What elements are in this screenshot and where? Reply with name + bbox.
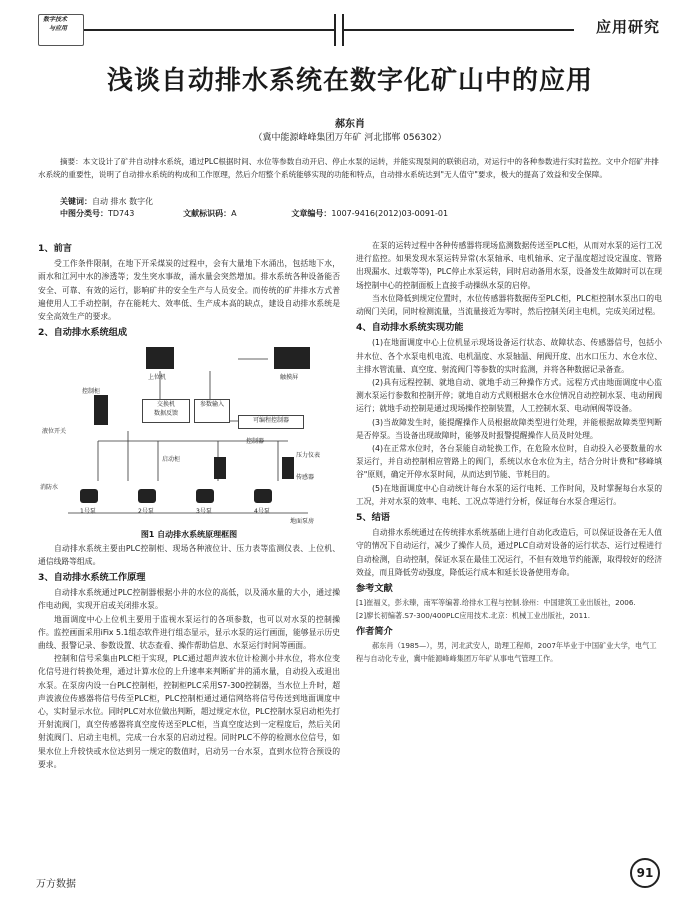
paragraph: (2)具有远程控制、就地自动、就地手动三种操作方式。远程方式由地面调度中心监测水泵运行参数和控制开停；就地自动方式则根据水仓水位情况自动控制水泵、电动闸阀运行；就地手动控制是通过现场操作控制装置，人工控制水泵、电动闸阀等设备。 — [356, 378, 662, 414]
reference: [1]崔福义，彭永臻，南军等编著.给排水工程与控制.徐州：中国建筑工业出版社，2006. — [356, 598, 636, 608]
left-column — [38, 239, 340, 771]
figure-label: 3号泵 — [196, 508, 212, 516]
paragraph: 当水位降低到规定位置时，水位传感器将数据传至PLC柜，PLC柜控制水泵出口的电动阀门关闭，同时检测流量，当流量接近为零时，然后控制关闭主电机，完成关闭过程。 — [356, 293, 662, 317]
figure-label: 压力仪表 — [296, 452, 321, 460]
section-heading: 2、自动排水系统组成 — [38, 327, 128, 339]
figure-label: 控制柜 — [82, 388, 101, 396]
affiliation: （冀中能源峰峰集团万年矿 河北邯郸 056302） — [253, 133, 447, 143]
figure-label: 传感器 — [296, 474, 315, 482]
article-meta — [60, 196, 448, 220]
journal-logo-line2: 与应用 — [49, 25, 68, 32]
classification-line: 中图分类号：TD743 文献标识码：A 文章编号：1007-9416(2012)03-0091-01 — [60, 209, 449, 218]
figure-label: 消防水 — [40, 484, 59, 492]
paragraph: (4)在正常水位时，各台泵能自动轮换工作，在危险水位时，自动投入必要数量的水泵运行，并自动控制相应管路上的阀门，系统以水仓水位为主，结合分时计费和"移峰填谷"原则，确定开停水泵时间，从而达到节能、节耗目的。 — [356, 444, 662, 480]
figure-label: 4号泵 — [254, 508, 270, 516]
figure-box: 参数输入 — [194, 399, 230, 423]
paragraph: (3)当故障发生时，能提醒操作人员根据故障类型进行处理，并能根据故障类型判断是否停泵。当设备出现故障时，能够及时报警提醒操作人员及时处理。 — [356, 417, 662, 440]
header-divider — [334, 14, 336, 46]
figure-label: 1号泵 — [80, 508, 96, 516]
paragraph: 地面调度中心上位机主要用于监视水泵运行的各项参数，也可以对水泵的控制操作。监控画面采用iFix 5.1组态软件进行组态显示，显示水泵的运行画面，能够显示历史曲线、报警记录、参数设置、状态查看、操作帮助信息、水泵运行时间等画面。 — [38, 614, 340, 651]
references-heading: 参考文献 — [356, 583, 393, 595]
figure-label: 启动柜 — [162, 456, 181, 464]
page-number: 91 — [630, 858, 660, 888]
paragraph: 自动排水系统主要由PLC控制柜、现场各种液位计、压力表等监测仪表、上位机、通信线路等组成。 — [38, 543, 340, 566]
figure-system-diagram — [38, 341, 340, 527]
journal-logo-line1: 数字技术 — [43, 16, 68, 23]
keywords-line: 关键词：自动 排水 数字化 — [60, 197, 154, 206]
figure-label: 控制器 — [246, 438, 265, 446]
author: 郝东肖 — [335, 119, 365, 130]
right-column — [356, 239, 662, 665]
figure-label: 地面泵房 — [290, 518, 315, 526]
section-heading: 5、结语 — [356, 512, 390, 524]
section-heading: 3、自动排水系统工作原理 — [38, 572, 146, 584]
author-bio: 郝东肖（1985—），男，河北武安人，助理工程师，2007年毕业于中国矿业大学，电气工程与自动化专业，冀中能源峰峰集团万年矿从事电气管理工作。 — [356, 641, 657, 663]
paragraph: 在泵的运转过程中各种传感器将现场监测数据传送至PLC柜，从而对水泵的运行工况进行监控。如果发现水泵运转异常(水泵轴承、电机轴承、定子温度超过设定温度、管路出现漏水、过载等等)，PLC停止水泵运转，同时启动备用水泵，设备发生故障时可以在现场控制中心的控制面板上直接手动操纵水泵的启停。 — [356, 241, 663, 290]
header-rule — [84, 29, 334, 31]
paragraph: (5)在地面调度中心自动统计每台水泵的运行电耗、工作时间，及时掌握每台水泵的工况，并对水泵的效率、电耗、工况点等进行分析，保证每台水泵合理运行。 — [356, 483, 662, 506]
figure-box: 可编程控制器 — [238, 415, 304, 429]
figure-label: 2号泵 — [138, 508, 154, 516]
diagram-lines — [38, 341, 340, 527]
reference: [2]廖长初编著.S7-300/400PLC应用技术.北京：机械工业出版社，2011. — [356, 610, 591, 620]
paragraph: (1)在地面调度中心上位机显示现场设备运行状态、故障状态、传感器信号，包括小井水位、各个水泵电机电流、电机温度、水泵轴温、闸阀开度、出水口压力、水仓水位、主排水管流量、真空度、射流阀门等参数的实时监测，并将各种数据记录备查。 — [356, 338, 662, 374]
journal-logo — [38, 14, 84, 46]
paragraph: 自动排水系统通过在传统排水系统基础上进行自动化改造后，可以保证设备在无人值守的情况下自动运行，减少了操作人员，通过PLC自动对设备的运行状态、运行过程进行自动检测，自动控制，保证水泵在最佳工况运行，不但有效地节约能源，取得较好的经济效益，而且降低劳动强度，降低运行成本和延长设备使用寿命。 — [356, 528, 662, 577]
section-heading: 1、前言 — [38, 243, 72, 254]
bio-heading: 作者简介 — [356, 626, 393, 638]
figure-label: 液位开关 — [42, 428, 67, 436]
article-title: 浅谈自动排水系统在数字化矿山中的应用 — [106, 66, 593, 96]
figure-label: 上位机 — [148, 374, 167, 382]
figure-label: 触摸屏 — [280, 374, 299, 382]
paragraph: 受工作条件限制，在地下开采煤炭的过程中，会有大量地下水涌出，包括地下水，雨水和江河中水的渗透等；发生突水事故，涌水量会突然增加。排水系统各种设备能否安全、可靠、有效的运行，影响矿井的安全生产与人员安全。而传统的矿井排水方式普遍使用人工手动控制，存在能耗大、效率低、生产成本高的缺点，建设自动排水系统是安全高效生产的要求。 — [38, 259, 340, 322]
paragraph: 自动排水系统通过PLC控制器根据小井的水位的高低，以及涌水量的大小，通过操作电动阀，实现开启或关闭排水泵。 — [38, 588, 340, 611]
figure-caption: 图1 自动排水系统原理框图 — [140, 530, 238, 540]
abstract: 摘要：本文设计了矿井自动排水系统，通过PLC根据时间、水位等参数自动开启、停止水泵的运转，并能实现泵间的联锁启动，对运行中的各种参数进行实时监控。文中介绍矿井排水系统的重要性，说明了自动排水系统的构成和工作原理，然后介绍整个系统能够实现的功能和特点，自动排水系统达到"无人值守"要求，极大的提高了效益和安全保障。 — [38, 157, 659, 179]
paragraph: 控制和信号采集由PLC柜于实现，PLC通过超声波水位计检测小井水位，将水位变化信号进行转换处理，通过计算水位的上升速率来判断矿井的涌水量，自动投入或退出水泵。在泵房内设一台PLC控制柜，控制柜PLC采用S7-300控制器，当水位上升时，超声波液位传感器将信号传至PLC柜，PLC控制柜通过通信网络将信号传送到地面调度中心，实时显示水位。同时PLC对水位做出判断，超过规定水位，PLC控制水泵启动柜先打开射流阀门，真空传感器将真空度传送至PLC柜，当真空度达到一定程度后，然后关闭射流阀门、启动主电机，完成一台水泵的启动过程。同时PLC不停的检测水位信号，如果水位上升较快或水位达到另一规定的数值时，启动另一台水泵，直到水位符合预设的要求。 — [38, 654, 340, 769]
figure-box: 交换机 数据反馈 — [142, 399, 190, 423]
section-heading: 4、自动排水系统实现功能 — [356, 322, 464, 334]
section-label: 应用研究 — [595, 18, 660, 36]
header-rule — [344, 29, 574, 31]
footer-source: 万方数据 — [36, 879, 76, 890]
